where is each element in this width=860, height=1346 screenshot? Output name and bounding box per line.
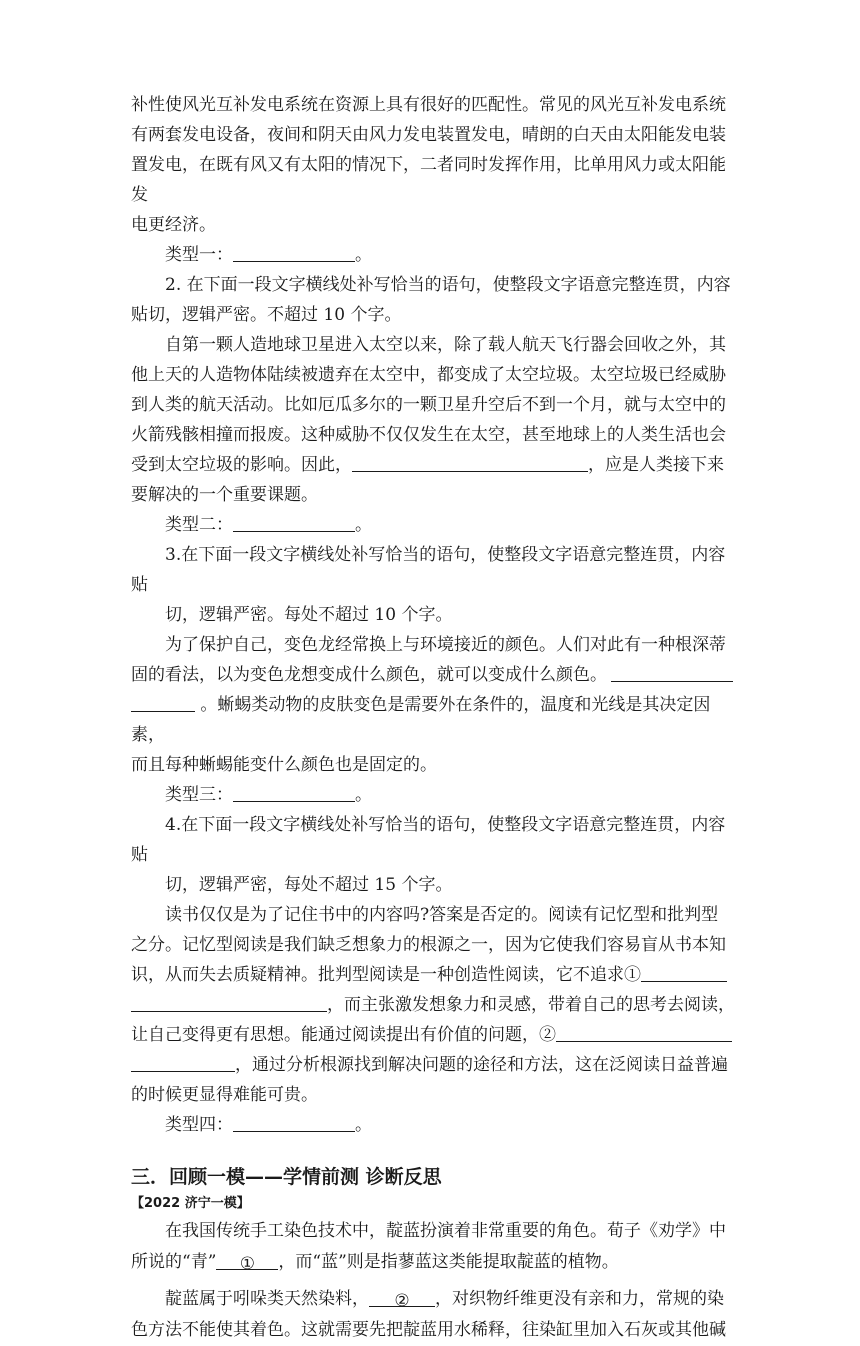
passage-1-line: 有两套发电设备，夜间和阴天由风力发电装置发电，晴朗的白天由太阳能发电装 bbox=[131, 125, 726, 145]
source-tag: 【2022 济宁一模】 bbox=[131, 1196, 250, 1211]
passage-1-line: 置发电，在既有风又有太阳的情况下，二者同时发挥作用，比单用风力或太阳能发 bbox=[131, 155, 726, 205]
question-4-line: 4.在下面一段文字横线处补写恰当的语句，使整段文字语意完整连贯，内容贴 bbox=[131, 815, 726, 865]
passage-4-line: 之分。记忆型阅读是我们缺乏想象力的根源之一，因为它使我们容易盲从书本知 bbox=[131, 935, 726, 955]
answer-blank-1[interactable] bbox=[641, 961, 727, 982]
passage-3-line: 固的看法，以为变色龙想变成什么颜色，就可以变成什么颜色。 bbox=[131, 660, 741, 690]
document-page bbox=[131, 90, 741, 1346]
passage-4-line: ，而主张激发想象力和灵感，带着自己的思考去阅读， bbox=[131, 990, 741, 1020]
question-2-line: 2. 在下面一段文字横线处补写恰当的语句，使整段文字语意完整连贯，内容 bbox=[165, 275, 731, 295]
passage-2-line: 要解决的一个重要课题。 bbox=[131, 485, 318, 505]
passage-6-line: 色方法不能使其着色。这就需要先把靛蓝用水稀释，往染缸里加入石灰或其他碱 bbox=[131, 1320, 726, 1340]
question-3-line: 3.在下面一段文字横线处补写恰当的语句，使整段文字语意完整连贯，内容贴 bbox=[131, 545, 726, 595]
answer-blank[interactable] bbox=[233, 241, 355, 262]
passage-2-line: 自第一颗人造地球卫星进入太空以来，除了载人航天飞行器会回收之外，其 bbox=[165, 335, 726, 355]
passage-2-line: 受到太空垃圾的影响。因此， ，应是人类接下来 bbox=[131, 450, 741, 480]
answer-blank-2[interactable]: ② bbox=[369, 1286, 435, 1307]
type-1-answer: 类型一： 。 bbox=[131, 240, 741, 270]
passage-4-line: 识，从而失去质疑精神。批判型阅读是一种创造性阅读，它不追求① bbox=[131, 960, 741, 990]
passage-5-line: 所说的“青” ① ，而“蓝”则是指蓼蓝这类能提取靛蓝的植物。 bbox=[131, 1247, 741, 1278]
passage-1-line: 电更经济。 bbox=[131, 215, 216, 235]
passage-3-line: 。蜥蜴类动物的皮肤变色是需要外在条件的，温度和光线是其决定因素， bbox=[131, 690, 741, 750]
answer-blank[interactable] bbox=[352, 451, 588, 472]
question-4-line: 切，逻辑严密，每处不超过 15 个字。 bbox=[165, 875, 453, 895]
answer-blank-1[interactable] bbox=[131, 991, 327, 1012]
passage-4-line: 的时候更显得难能可贵。 bbox=[131, 1085, 318, 1105]
section-3-heading: 三．回顾一模——学情前测 诊断反思 bbox=[131, 1166, 442, 1188]
passage-4-line: ，通过分析根源找到解决问题的途径和方法，这在泛阅读日益普遍 bbox=[131, 1050, 741, 1080]
passage-3-line: 为了保护自己，变色龙经常换上与环境接近的颜色。人们对此有一种根深蒂 bbox=[165, 635, 726, 655]
answer-blank[interactable] bbox=[233, 511, 355, 532]
passage-2-line: 火箭残骸相撞而报废。这种威胁不仅仅发生在太空，甚至地球上的人类生活也会 bbox=[131, 425, 726, 445]
question-2-line: 贴切，逻辑严密。不超过 10 个字。 bbox=[131, 305, 402, 325]
answer-blank[interactable] bbox=[233, 1111, 355, 1132]
passage-4-line: 读书仅仅是为了记住书中的内容吗?答案是否定的。阅读有记忆型和批判型 bbox=[165, 905, 719, 925]
type-4-answer: 类型四： 。 bbox=[131, 1110, 741, 1140]
type-2-answer: 类型二： 。 bbox=[131, 510, 741, 540]
passage-5-line: 在我国传统手工染色技术中，靛蓝扮演着非常重要的角色。荀子《劝学》中 bbox=[165, 1221, 726, 1241]
question-3-line: 切，逻辑严密。每处不超过 10 个字。 bbox=[165, 605, 453, 625]
answer-blank-1[interactable]: ① bbox=[216, 1249, 278, 1270]
type-3-answer: 类型三： 。 bbox=[131, 780, 741, 810]
passage-2-line: 到人类的航天活动。比如厄瓜多尔的一颗卫星升空后不到一个月，就与太空中的 bbox=[131, 395, 726, 415]
answer-blank[interactable] bbox=[233, 781, 355, 802]
passage-2-line: 他上天的人造物体陆续被遗弃在太空中，都变成了太空垃圾。太空垃圾已经威胁 bbox=[131, 365, 726, 385]
answer-blank[interactable] bbox=[611, 661, 733, 682]
answer-blank-2[interactable] bbox=[131, 1051, 235, 1072]
answer-blank-2[interactable] bbox=[556, 1021, 732, 1042]
passage-6-line: 靛蓝属于吲哚类天然染料， ② ，对织物纤维更没有亲和力，常规的染 bbox=[131, 1284, 741, 1315]
passage-3-line: 而且每种蜥蜴能变什么颜色也是固定的。 bbox=[131, 755, 437, 775]
answer-blank[interactable] bbox=[131, 691, 195, 712]
passage-1-line: 补性使风光互补发电系统在资源上具有很好的匹配性。常见的风光互补发电系统 bbox=[131, 95, 726, 115]
passage-4-line: 让自己变得更有思想。能通过阅读提出有价值的问题，② bbox=[131, 1020, 741, 1050]
